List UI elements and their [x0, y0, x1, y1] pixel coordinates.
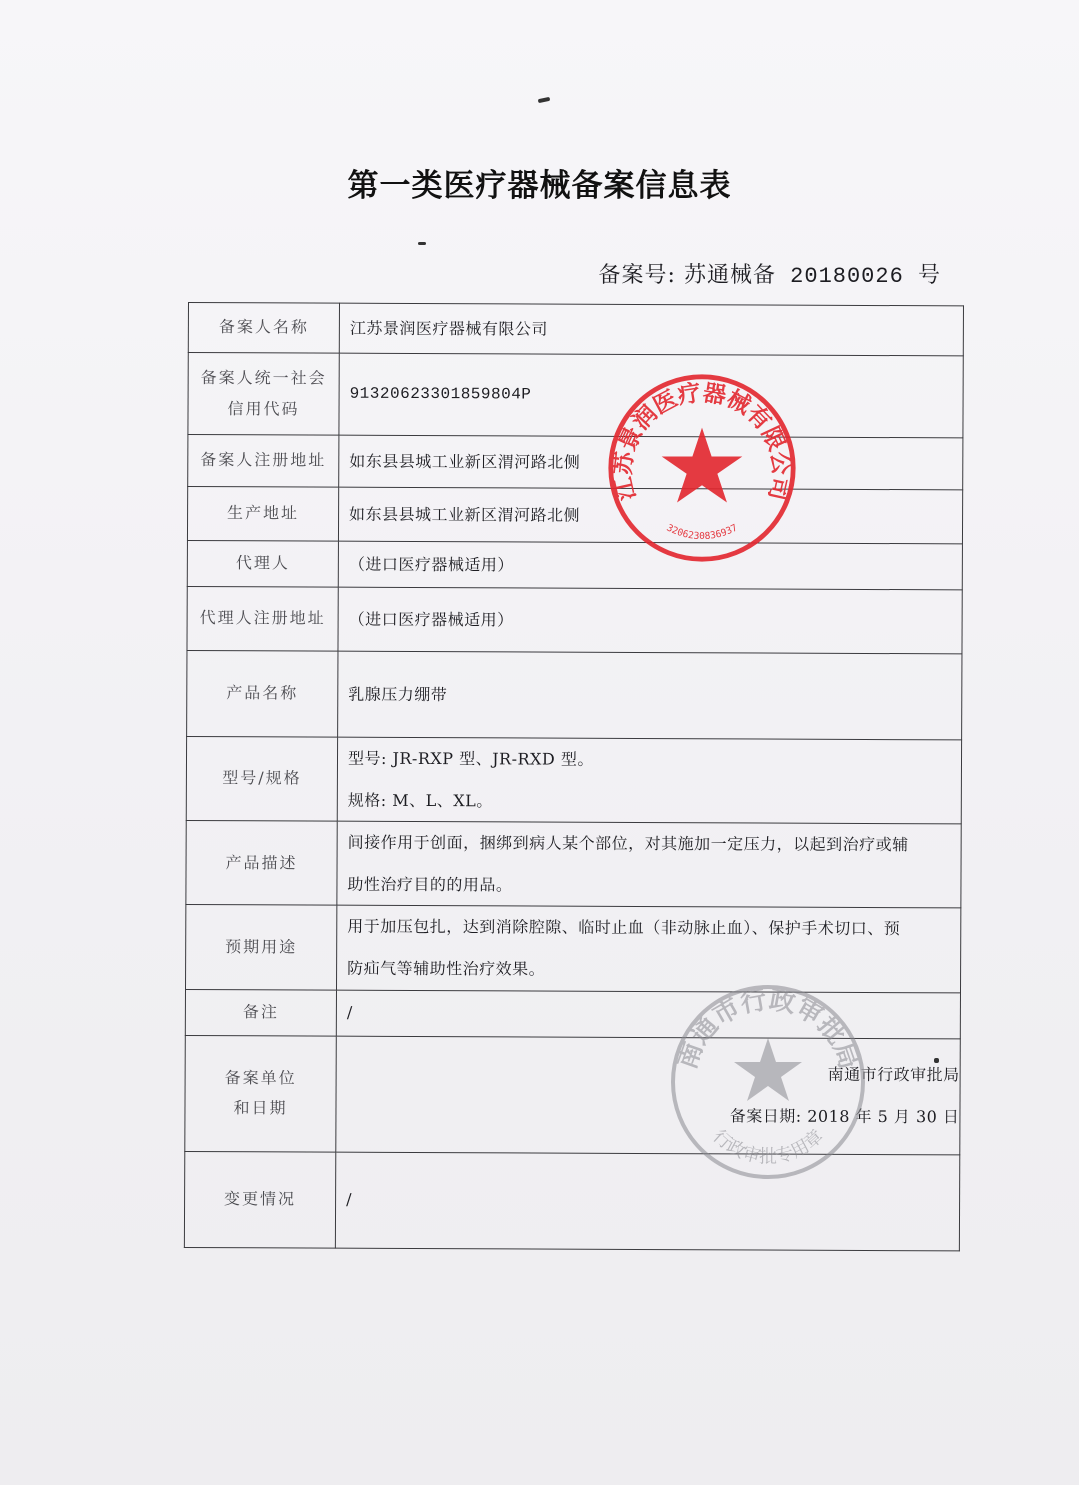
reg-address-value: 如东县县城工业新区渭河路北侧	[339, 435, 963, 490]
record-number-label: 备案号:	[598, 263, 676, 288]
intended-use-line1: 用于加压包扎，达到消除腔隙、临时止血（非动脉止血）、保护手术切口、预	[347, 917, 901, 939]
company-seal	[606, 372, 798, 564]
table-row	[186, 905, 961, 993]
table-row	[186, 821, 961, 909]
seal-arc-text: 南通市行政审批局	[672, 985, 864, 1073]
agent-label: 代理人	[187, 540, 338, 587]
description-line1: 间接作用于创面，捆绑到病人某个部位，对其施加一定压力，以起到治疗或辅	[347, 832, 909, 855]
table-row	[187, 650, 962, 739]
star-icon	[662, 428, 743, 503]
document-title: 第一类医疗器械备案信息表	[347, 168, 732, 204]
model-line: 型号: JR-RXP 型、JR-RXD 型。	[347, 748, 594, 769]
table-row	[186, 736, 961, 824]
scan-speck	[538, 97, 551, 103]
product-name-value: 乳腺压力绷带	[338, 651, 962, 740]
remarks-value: /	[336, 990, 960, 1039]
intended-use-label: 预期用途	[186, 905, 337, 990]
filing-unit-label-line2: 和日期	[233, 1098, 288, 1118]
intended-use-value	[337, 906, 961, 993]
seal-bottom-text: 行政审批专用章	[708, 1125, 828, 1168]
credit-code-value: 91320623301859804P	[339, 353, 963, 438]
reg-address-label: 备案人注册地址	[188, 435, 339, 488]
seal-arc-text: 江苏景润医疗器械有限公司	[610, 380, 794, 503]
table-row	[188, 353, 963, 438]
credit-code-label-line1: 备案人统一社会	[200, 368, 327, 388]
table-row	[188, 303, 963, 356]
filer-name-value: 江苏景润医疗器械有限公司	[339, 303, 963, 356]
description-value	[337, 821, 961, 908]
model-spec-value	[337, 737, 961, 824]
filing-date: 备案日期: 2018 年 5 月 30 日	[729, 1106, 960, 1127]
filing-unit-label-line1: 备案单位	[224, 1067, 297, 1088]
bureau-seal-graphic	[668, 982, 868, 1182]
product-name-label: 产品名称	[187, 650, 338, 737]
seal-code-text: 3206230836937	[664, 522, 740, 543]
remarks-label: 备注	[185, 989, 336, 1036]
description-line2: 助性治疗目的的用品。	[347, 874, 513, 895]
table-row	[188, 435, 963, 490]
company-seal-graphic	[606, 372, 798, 564]
prod-address-value: 如东县县城工业新区渭河路北侧	[338, 487, 962, 544]
filing-office: 南通市行政审批局	[827, 1065, 960, 1085]
agent-address-label: 代理人注册地址	[187, 586, 338, 651]
agent-value: （进口医疗器械适用）	[338, 541, 962, 590]
table-row	[187, 487, 962, 544]
star-icon	[734, 1038, 802, 1101]
table-row	[187, 540, 962, 589]
scan-speck	[418, 242, 426, 245]
filer-name-label: 备案人名称	[188, 303, 339, 354]
record-number-value: 苏通械备 20180026 号	[683, 264, 941, 289]
credit-code-label	[188, 353, 339, 436]
prod-address-label: 生产地址	[187, 487, 338, 542]
changes-label: 变更情况	[184, 1151, 335, 1248]
agent-address-value: （进口医疗器械适用）	[338, 587, 962, 654]
intended-use-line2: 防疝气等辅助性治疗效果。	[347, 958, 546, 979]
model-spec-label: 型号/规格	[186, 736, 337, 821]
spec-line: 规格: M、L、XL。	[347, 790, 493, 810]
filing-unit-label	[185, 1035, 337, 1152]
bureau-seal	[668, 982, 868, 1182]
changes-value: /	[335, 1152, 959, 1251]
record-number-line	[599, 258, 941, 289]
description-label: 产品描述	[186, 821, 337, 906]
table-row	[187, 586, 962, 653]
credit-code-label-line2: 信用代码	[227, 398, 300, 418]
